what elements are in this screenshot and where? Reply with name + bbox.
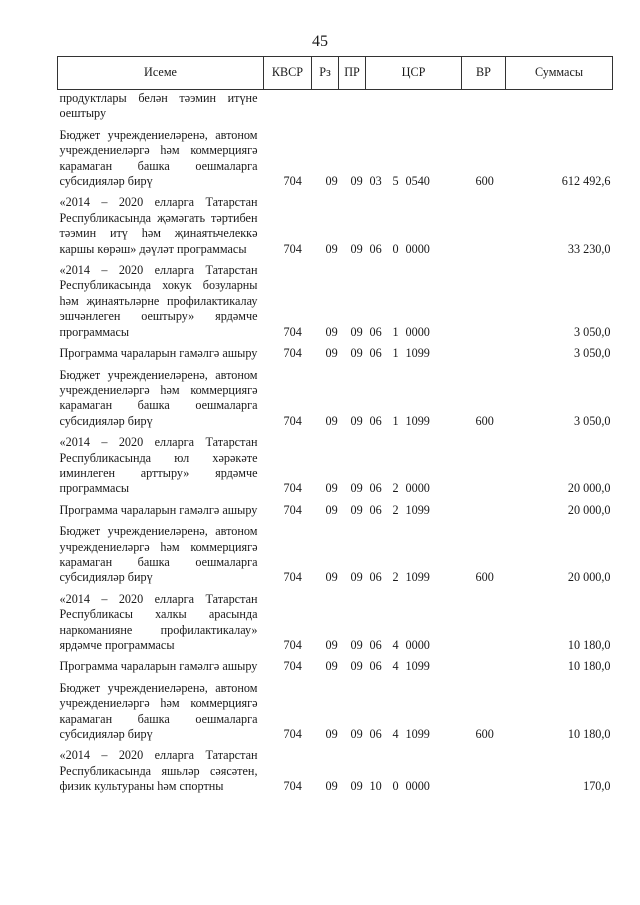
row-kvsr: 704 xyxy=(283,502,302,517)
row-pr xyxy=(339,90,366,125)
row-sum: 33 230,0 xyxy=(567,241,611,256)
row-rz: 09 xyxy=(325,174,338,189)
row-name: «2014 – 2020 елларга Татарстан Республикасы халкы арасында наркоманияне профилактикалау» ярдәмче программасы xyxy=(59,591,258,652)
row-name: продуктлары белән тәэмин итүне оештыру xyxy=(59,91,258,121)
header-name: Исеме xyxy=(58,57,264,90)
row-sum: 10 180,0 xyxy=(567,659,611,674)
row-csr-program: 06 xyxy=(369,413,382,428)
row-csr-direction: 1099 xyxy=(405,346,430,361)
header-kvsr: КВСР xyxy=(264,57,312,90)
row-rz: 09 xyxy=(325,570,338,585)
table-row xyxy=(58,343,613,364)
row-csr-program: 06 xyxy=(369,570,382,585)
row-name: Программа чараларын гамәлгә ашыру xyxy=(59,502,258,517)
row-kvsr: 704 xyxy=(283,346,302,361)
table-row xyxy=(58,589,613,657)
row-csr-subprogram: 0 xyxy=(392,241,399,256)
row-csr-direction: 0000 xyxy=(405,638,430,652)
row-csr-program: 06 xyxy=(369,659,382,674)
row-name: Бюджет учреждениеләренә, автоном учреждениеләргә һәм коммерциягә карамаган башка оешмаларга субсидияләр бирү xyxy=(59,127,258,189)
row-kvsr: 704 xyxy=(283,638,302,652)
row-name: Бюджет учреждениеләренә, автоном учреждениеләргә һәм коммерциягә карамаган башка оешмаларга субсидияләр бирү xyxy=(59,524,258,585)
row-pr: 09 xyxy=(350,174,363,189)
row-csr-subprogram: 2 xyxy=(392,570,399,585)
table-row xyxy=(58,90,613,125)
row-pr: 09 xyxy=(350,502,363,517)
row-sum: 10 180,0 xyxy=(567,638,611,652)
row-pr: 09 xyxy=(350,779,363,794)
row-rz: 09 xyxy=(325,346,338,361)
table-row xyxy=(58,500,613,521)
row-name: «2014 – 2020 елларга Татарстан Республикасында юл хәрәкәте иминлеген арттыру» ярдәмче программасы xyxy=(59,435,258,496)
row-csr-program: 06 xyxy=(369,481,382,496)
row-pr: 09 xyxy=(350,570,363,585)
row-name: «2014 – 2020 елларга Татарстан Республикасында җәмәгать тәртибен тәэмин итү һәм җинаятьчелеккә каршы көрәш» дәүләт программасы xyxy=(59,195,258,256)
row-kvsr: 704 xyxy=(283,324,302,339)
table-row xyxy=(58,432,613,500)
row-pr: 09 xyxy=(350,638,363,652)
row-pr: 09 xyxy=(350,241,363,256)
row-csr-subprogram: 0 xyxy=(392,779,399,794)
row-rz: 09 xyxy=(325,481,338,496)
row-csr-direction xyxy=(404,90,462,125)
table-header xyxy=(58,57,613,90)
row-name: Бюджет учреждениеләренә, автоном учреждениеләргә һәм коммерциягә карамаган башка оешмаларга субсидияләр бирү xyxy=(59,367,258,428)
row-csr-program: 03 xyxy=(369,174,382,189)
row-vr: 600 xyxy=(475,727,494,742)
row-vr xyxy=(462,260,506,343)
row-csr-program: 06 xyxy=(369,502,382,517)
row-rz: 09 xyxy=(325,659,338,674)
row-name: «2014 – 2020 елларга Татарстан Республикасында яшьләр сәясәтен, физик культураны һәм спортны xyxy=(59,748,258,794)
row-kvsr: 704 xyxy=(283,413,302,428)
row-sum: 20 000,0 xyxy=(567,481,611,496)
row-rz: 09 xyxy=(325,413,338,428)
row-vr xyxy=(462,90,506,125)
row-csr-program: 06 xyxy=(369,324,382,339)
table-row xyxy=(58,125,613,193)
row-pr: 09 xyxy=(350,346,363,361)
row-sum: 20 000,0 xyxy=(567,502,611,517)
row-vr xyxy=(462,432,506,500)
header-rz: Рз xyxy=(312,57,339,90)
row-csr-program: 06 xyxy=(369,346,382,361)
row-sum xyxy=(506,90,613,125)
row-rz: 09 xyxy=(325,324,338,339)
row-csr-direction: 0000 xyxy=(405,241,430,256)
row-csr-direction: 0000 xyxy=(405,779,430,794)
row-sum: 10 180,0 xyxy=(567,727,611,742)
row-sum: 3 050,0 xyxy=(573,324,611,339)
row-vr: 600 xyxy=(475,413,494,428)
header-pr: ПР xyxy=(339,57,366,90)
row-vr xyxy=(462,343,506,364)
row-rz: 09 xyxy=(325,638,338,652)
row-pr: 09 xyxy=(350,659,363,674)
row-csr-program: 06 xyxy=(369,727,382,742)
row-csr-subprogram: 1 xyxy=(392,346,399,361)
row-sum: 3 050,0 xyxy=(573,413,611,428)
row-sum: 20 000,0 xyxy=(567,570,611,585)
row-kvsr: 704 xyxy=(283,659,302,674)
row-kvsr: 704 xyxy=(283,241,302,256)
table-body xyxy=(58,90,613,798)
table-row xyxy=(58,745,613,797)
row-csr-subprogram: 1 xyxy=(392,413,399,428)
row-rz: 09 xyxy=(325,779,338,794)
row-csr-direction: 0000 xyxy=(405,324,430,339)
row-vr xyxy=(462,192,506,260)
row-csr-direction: 0000 xyxy=(405,481,430,496)
row-sum: 612 492,6 xyxy=(561,174,611,189)
row-csr-direction: 1099 xyxy=(405,502,430,517)
row-csr-program: 10 xyxy=(369,779,382,794)
row-rz xyxy=(312,90,339,125)
row-csr-subprogram: 2 xyxy=(392,481,399,496)
row-csr-direction: 1099 xyxy=(405,570,430,585)
row-pr: 09 xyxy=(350,481,363,496)
row-kvsr: 704 xyxy=(283,481,302,496)
row-pr: 09 xyxy=(350,413,363,428)
row-csr-subprogram: 5 xyxy=(392,174,399,189)
row-csr-program xyxy=(366,90,385,125)
row-vr xyxy=(462,589,506,657)
row-csr-subprogram: 4 xyxy=(392,659,399,674)
row-csr-subprogram: 4 xyxy=(392,727,399,742)
row-csr-direction: 1099 xyxy=(405,727,430,742)
row-csr-program: 06 xyxy=(369,638,382,652)
table-row xyxy=(58,192,613,260)
row-vr: 600 xyxy=(475,174,494,189)
row-csr-direction: 1099 xyxy=(405,659,430,674)
page-number: 45 xyxy=(312,33,328,50)
row-rz: 09 xyxy=(325,502,338,517)
row-vr xyxy=(462,500,506,521)
row-pr: 09 xyxy=(350,727,363,742)
row-kvsr: 704 xyxy=(283,570,302,585)
header-vr: ВР xyxy=(462,57,506,90)
table-row xyxy=(58,521,613,589)
row-csr-direction: 1099 xyxy=(405,413,430,428)
row-sum: 170,0 xyxy=(583,779,611,794)
row-name: Программа чараларын гамәлгә ашыру xyxy=(59,346,258,361)
row-kvsr xyxy=(264,90,312,125)
header-sum: Суммасы xyxy=(506,57,613,90)
row-kvsr: 704 xyxy=(283,727,302,742)
row-vr xyxy=(462,656,506,677)
row-name: «2014 – 2020 елларга Татарстан Республикасында хокук бозуларны һәм җинаятьләрне профилактикалау эшчәнлеген оештыру» ярдәмче программасы xyxy=(59,263,258,339)
budget-table xyxy=(57,56,613,798)
row-csr-program: 06 xyxy=(369,241,382,256)
row-name: Бюджет учреждениеләренә, автоном учреждениеләргә һәм коммерциягә карамаган башка оешмаларга субсидияләр бирү xyxy=(59,680,258,742)
header-csr: ЦСР xyxy=(366,57,462,90)
table-row xyxy=(58,678,613,746)
table-row xyxy=(58,365,613,433)
row-csr-subprogram xyxy=(385,90,404,125)
row-sum: 3 050,0 xyxy=(573,346,611,361)
row-csr-subprogram: 2 xyxy=(392,502,399,517)
row-vr xyxy=(462,745,506,797)
row-csr-subprogram: 4 xyxy=(392,638,399,652)
row-rz: 09 xyxy=(325,241,338,256)
table-row xyxy=(58,260,613,343)
row-name: Программа чараларын гамәлгә ашыру xyxy=(59,659,258,674)
row-rz: 09 xyxy=(325,727,338,742)
row-kvsr: 704 xyxy=(283,174,302,189)
row-csr-direction: 0540 xyxy=(405,174,430,189)
row-pr: 09 xyxy=(350,324,363,339)
row-csr-subprogram: 1 xyxy=(392,324,399,339)
row-kvsr: 704 xyxy=(283,779,302,794)
row-vr: 600 xyxy=(475,570,494,585)
table-row xyxy=(58,656,613,677)
